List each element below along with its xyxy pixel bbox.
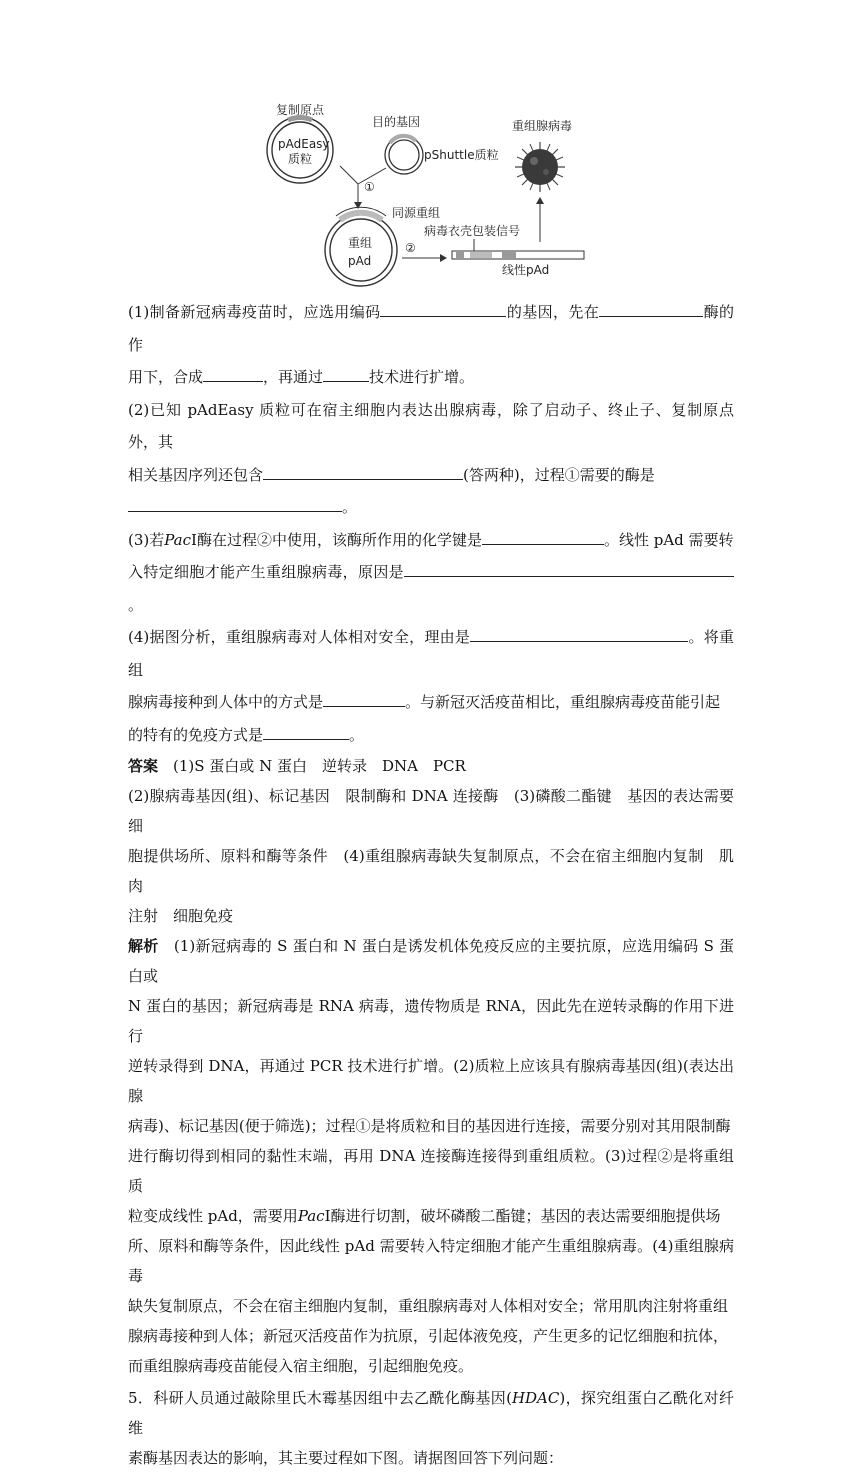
answer-line1: 答案 (1)S 蛋白或 N 蛋白 逆转录 DNA PCR [128,757,466,775]
analysis-line6: 粒变成线性 pAd，需要用PacⅠ酶进行切割，破坏磷酸二酯键；基因的表达需要细胞提供场 [128,1207,721,1225]
q4-line2: 腺病毒接种到人体中的方式是 。与新冠灭活疫苗相比，重组腺病毒疫苗能引起 [128,686,734,719]
padeasy-label-2: 质粒 [288,152,313,166]
questions-block [128,296,734,751]
linear-pad-label: 线性pAd [502,263,550,277]
origin-segment [288,118,312,120]
q4-line3: 的特有的免疫方式是 。 [128,719,734,752]
packaging-arrowhead [536,197,544,204]
document-body [128,296,734,1473]
analysis-line3: 逆转录得到 DNA，再通过 PCR 技术进行扩增。(2)质粒上应该具有腺病毒基因(组)(表达出腺 [128,1057,734,1105]
analysis-block [128,931,734,1381]
recombinant-label-2: pAd [348,254,372,268]
packaging-label: 病毒衣壳包装信号 [424,224,521,238]
answer-line3: 胞提供场所、原料和酶等条件 (4)重组腺病毒缺失复制原点，不会在宿主细胞内复制 肌肉 [128,847,734,895]
pshuttle-label: pShuttle质粒 [424,148,499,162]
q2-line3: 。 [128,491,734,524]
q4-line1: (4)据图分析，重组腺病毒对人体相对安全，理由是 。将重组 [128,621,734,686]
q5-line1: 5．科研人员通过敲除里氏木霉基因组中去乙酰化酶基因(HDAC)，探究组蛋白乙酰化对纤维 [128,1389,734,1437]
virus-label: 重组腺病毒 [512,119,573,133]
linear-pad-shaded-3 [502,252,516,258]
q3-line1: (3)若PacⅠ酶在过程②中使用，该酶所作用的化学键是 。线性 pAd 需要转 [128,524,734,557]
linear-pad-shaded-1 [456,252,464,258]
q1-line1: (1)制备新冠病毒疫苗时，应选用编码 的基因，先在 酶的作 [128,296,734,361]
recombinant-adenovirus-icon [515,142,565,192]
q2-line1: (2)已知 pAdEasy 质粒可在宿主细胞内表达出腺病毒，除了启动子、终止子、复制原点外，其 [128,400,734,451]
analysis-line10: 而重组腺病毒疫苗能侵入宿主细胞，引起细胞免疫。 [128,1357,474,1375]
question-5-block [128,1383,734,1473]
answer-line2: (2)腺病毒基因(组)、标记基因 限制酶和 DNA 连接酶 (3)磷酸二酯键 基因的表达需要细 [128,787,734,835]
analysis-line5: 进行酶切得到相同的黏性末端，再用 DNA 连接酶连接得到重组质粒。(3)过程②是将重组质 [128,1147,734,1195]
analysis-line8: 缺失复制原点，不会在宿主细胞内复制，重组腺病毒对人体相对安全；常用肌肉注射将重组 [128,1297,729,1315]
analysis-line9: 腺病毒接种到人体；新冠灭活疫苗作为抗原，引起体液免疫，产生更多的记忆细胞和抗体， [128,1327,729,1345]
target-gene-label: 目的基因 [372,115,421,129]
q2-line2: 相关基因序列还包含 (答两种)，过程①需要的酶是 [128,459,734,492]
analysis-line4: 病毒)、标记基因(便于筛选)；过程①是将质粒和目的基因进行连接，需要分别对其用限制酶 [128,1117,731,1135]
linear-pad-shaded-2 [470,252,492,258]
answer-block [128,751,734,931]
recombinant-plasmid-outer [325,214,397,286]
q5-line2: 素酶基因表达的影响，其主要过程如下图。请据图回答下列问题： [128,1449,564,1467]
analysis-line7: 所、原料和酶等条件，因此线性 pAd 需要转入特定细胞才能产生重组腺病毒。(4)重组腺病毒 [128,1237,734,1285]
step2-label: ② [405,241,416,255]
vector-construction-diagram [240,96,600,292]
answer-line4: 注射 细胞免疫 [128,907,234,925]
analysis-line1: 解析 (1)新冠病毒的 S 蛋白和 N 蛋白是诱发机体免疫反应的主要抗原，应选用编码 S 蛋白或 [128,937,734,985]
origin-label: 复制原点 [276,103,325,117]
homologous-label: 同源重组 [392,206,441,220]
step1-label: ① [364,180,375,194]
q3-line2: 入特定细胞才能产生重组腺病毒，原因是。 [128,556,734,621]
step2-arrowhead [440,254,447,262]
merge-line-left [340,166,358,184]
q1-line2: 用下，合成 ，再通过 技术进行扩增。 [128,361,734,394]
recombinant-plasmid-inner [330,219,392,281]
recombinant-label-1: 重组 [348,236,373,250]
padeasy-label-1: pAdEasy [278,137,330,151]
pshuttle-plasmid-inner [389,140,419,170]
analysis-line2: N 蛋白的基因；新冠病毒是 RNA 病毒，遗传物质是 RNA，因此先在逆转录酶的作用下进行 [128,997,734,1045]
